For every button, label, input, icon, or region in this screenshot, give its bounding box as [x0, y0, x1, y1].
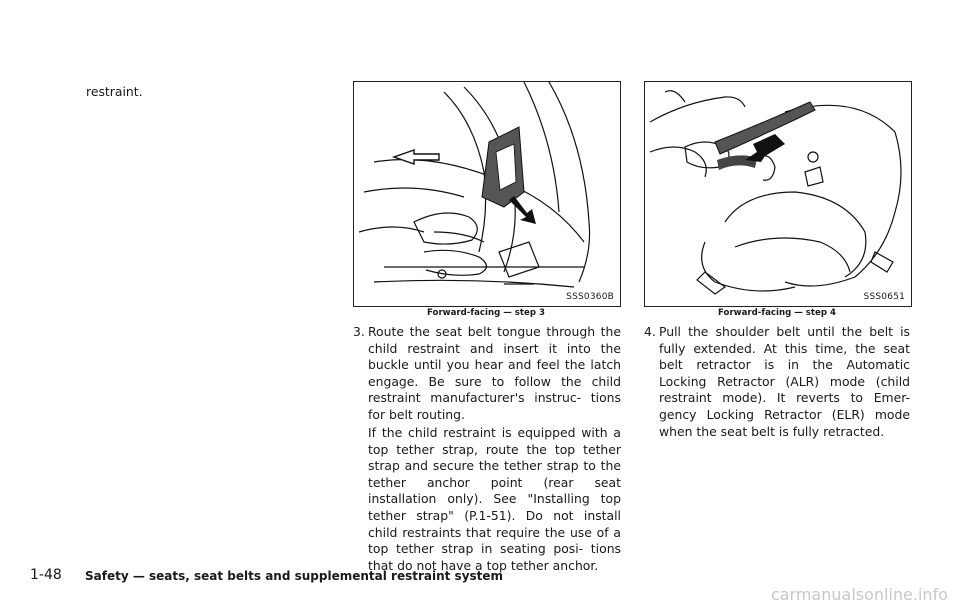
illustration-step4 — [645, 82, 911, 306]
figure-step4 — [644, 81, 912, 307]
illustration-step3 — [354, 82, 620, 306]
intro-text: restraint. — [86, 84, 143, 99]
step-paragraph: Pull the shoulder belt until the belt is fully extended. At this time, the seat belt retractor is in the Automatic Locking Retractor (ALR) mode (child restraint mode). It reverts to Emer- gency Locking Retractor (ELR) mode when the seat belt is fully retracted. — [659, 324, 910, 439]
figure-step3 — [353, 81, 621, 307]
figure-caption: Forward-facing — step 4 — [718, 308, 836, 318]
figure-code: SSS0651 — [863, 292, 905, 302]
figure-code: SSS0360B — [566, 292, 614, 302]
step-paragraph: If the child restraint is equipped with a top tether strap, route the top tether strap and secure the tether strap to the tether anchor point (rear seat installation only). See "Installing top tether strap" (P.1-51). Do not install child restraints that require the use of a top tether strap in seating posi- tions that do not have a top tether anchor. — [368, 425, 621, 573]
page-number: 1-48 — [30, 567, 62, 583]
step-number: 4. — [644, 324, 656, 339]
step-number: 3. — [353, 324, 365, 339]
step-paragraph: Route the seat belt tongue through the child restraint and insert it into the buckle until you hear and feel the latch engage. Be sure to follow the child restraint manufacturer's instruc- tions for belt routing. — [368, 324, 621, 422]
section-title: Safety — seats, seat belts and supplemental restraint system — [85, 569, 504, 583]
figure-caption: Forward-facing — step 3 — [427, 308, 545, 318]
watermark: carmanualsonline.info — [770, 585, 948, 604]
